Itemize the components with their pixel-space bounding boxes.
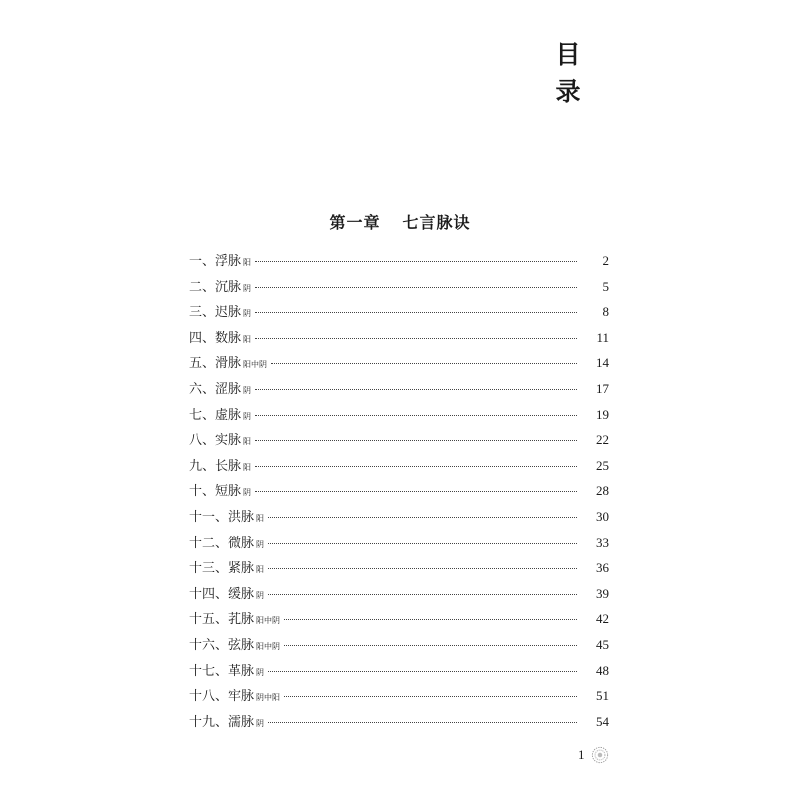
toc-entry-page-number: 11 bbox=[596, 329, 609, 345]
toc-entry[interactable] bbox=[189, 532, 609, 558]
toc-entry-number: 七、 bbox=[189, 407, 216, 423]
toc-entry-yinyang-note: 阴中阳 bbox=[256, 693, 281, 703]
toc-entry-title: 浮脉 bbox=[215, 254, 242, 269]
toc-entry-yinyang-note: 阳中阴 bbox=[243, 360, 268, 370]
toc-entry[interactable] bbox=[189, 711, 609, 737]
title-char-2: 录 bbox=[555, 77, 581, 106]
toc-entry[interactable] bbox=[189, 583, 609, 609]
toc-entry-title: 芤脉 bbox=[228, 612, 255, 628]
toc-entry-title: 濡脉 bbox=[228, 714, 255, 730]
toc-entry[interactable] bbox=[189, 634, 609, 660]
toc-dot-leader bbox=[255, 415, 577, 416]
toc-entry[interactable] bbox=[189, 301, 609, 327]
toc-entry-yinyang-note: 阴 bbox=[256, 539, 265, 549]
toc-entry-page-number: 17 bbox=[596, 380, 609, 396]
toc-entry[interactable] bbox=[189, 480, 609, 506]
toc-entry-title: 滑脉 bbox=[215, 356, 242, 372]
toc-entry-title: 紧脉 bbox=[228, 561, 255, 577]
toc-entry-yinyang-note: 阴 bbox=[243, 309, 252, 319]
toc-entry-yinyang-note: 阳 bbox=[243, 258, 252, 267]
toc-entry-title: 数脉 bbox=[215, 330, 242, 346]
title-char-1: 目 bbox=[555, 40, 581, 69]
toc-dot-leader bbox=[255, 491, 577, 492]
toc-entry-title: 迟脉 bbox=[215, 305, 242, 321]
toc-entry-title: 短脉 bbox=[215, 484, 242, 500]
toc-entry-yinyang-note: 阴 bbox=[256, 590, 265, 600]
toc-entry-number: 十七、 bbox=[189, 663, 229, 679]
toc-dot-leader bbox=[255, 312, 577, 313]
toc-entry-yinyang-note: 阳 bbox=[256, 513, 265, 523]
toc-dot-leader bbox=[255, 389, 577, 390]
toc-entry[interactable] bbox=[189, 455, 609, 481]
toc-dot-leader bbox=[284, 645, 577, 646]
toc-entry-page-number: 8 bbox=[602, 304, 609, 320]
toc-dot-leader bbox=[255, 440, 577, 441]
toc-entry[interactable] bbox=[189, 378, 609, 404]
toc-entry-page-number: 25 bbox=[596, 457, 609, 473]
toc-entry-page-number: 5 bbox=[602, 278, 609, 294]
toc-entry[interactable] bbox=[189, 608, 609, 634]
toc-dot-leader bbox=[268, 671, 577, 672]
toc-entry-page-number: 39 bbox=[596, 585, 609, 601]
toc-dot-leader bbox=[255, 466, 577, 467]
page-title bbox=[553, 36, 583, 110]
toc-entry[interactable] bbox=[189, 352, 609, 378]
toc-entry-page-number: 54 bbox=[596, 713, 609, 729]
toc-entry-number: 十八、 bbox=[189, 689, 229, 705]
toc-entry-page-number: 2 bbox=[602, 253, 609, 268]
toc-dot-leader bbox=[268, 594, 577, 595]
toc-entry-title: 洪脉 bbox=[228, 509, 255, 525]
toc-dot-leader bbox=[255, 287, 577, 288]
toc-dot-leader bbox=[268, 543, 577, 544]
toc-entry[interactable] bbox=[189, 404, 609, 430]
toc-entry[interactable] bbox=[189, 327, 609, 353]
toc-entry-page-number: 28 bbox=[596, 483, 609, 499]
toc-dot-leader bbox=[255, 338, 577, 339]
toc-entry[interactable] bbox=[189, 506, 609, 532]
chapter-heading bbox=[200, 210, 600, 233]
toc-entry-yinyang-note: 阳 bbox=[243, 462, 252, 472]
toc-entry[interactable] bbox=[189, 660, 609, 686]
toc-dot-leader bbox=[284, 619, 577, 620]
toc-entry-page-number: 51 bbox=[596, 688, 609, 704]
page-footer bbox=[578, 746, 609, 764]
toc-entry-number: 六、 bbox=[189, 381, 216, 397]
toc-entry-title: 涩脉 bbox=[215, 381, 242, 397]
toc-entry-title: 牢脉 bbox=[228, 689, 255, 705]
toc-entry-title: 缓脉 bbox=[228, 586, 255, 602]
toc-entry-number: 十三、 bbox=[189, 561, 229, 577]
toc-entry-page-number: 22 bbox=[596, 432, 609, 448]
toc-dot-leader bbox=[268, 568, 577, 569]
toc-entry[interactable] bbox=[189, 685, 609, 711]
toc-entry-number: 九、 bbox=[189, 458, 216, 474]
toc-entry-title: 微脉 bbox=[228, 535, 255, 551]
toc-entry-number: 一、 bbox=[189, 254, 216, 269]
toc-entry-number: 四、 bbox=[189, 330, 216, 346]
toc-entry-page-number: 19 bbox=[596, 406, 609, 422]
toc-entry-yinyang-note: 阴 bbox=[243, 411, 252, 421]
toc-entry-title: 沉脉 bbox=[215, 279, 242, 295]
toc-entry-number: 十、 bbox=[189, 484, 216, 500]
toc-entry-number: 三、 bbox=[189, 305, 216, 321]
toc-entry-page-number: 45 bbox=[596, 636, 609, 652]
toc-entry-yinyang-note: 阳中阴 bbox=[256, 641, 281, 651]
toc-entry-number: 十二、 bbox=[189, 535, 229, 551]
toc-entry-page-number: 14 bbox=[596, 355, 609, 371]
toc-entry-number: 十四、 bbox=[189, 586, 229, 602]
ornament-rosette-icon bbox=[591, 746, 609, 764]
toc-entry[interactable] bbox=[189, 250, 609, 276]
toc-entry-yinyang-note: 阴 bbox=[256, 718, 265, 728]
toc-entry-yinyang-note: 阳 bbox=[243, 334, 252, 344]
table-of-contents bbox=[189, 250, 609, 736]
toc-entry-page-number: 33 bbox=[596, 534, 609, 550]
toc-dot-leader bbox=[268, 722, 577, 723]
toc-entry-number: 五、 bbox=[189, 356, 216, 372]
toc-dot-leader bbox=[284, 696, 577, 697]
toc-entry[interactable] bbox=[189, 429, 609, 455]
toc-entry-page-number: 42 bbox=[596, 611, 609, 627]
toc-entry-number: 十一、 bbox=[189, 509, 229, 525]
toc-entry-title: 革脉 bbox=[228, 663, 255, 679]
chapter-name: 七言脉诀 bbox=[402, 213, 471, 232]
toc-entry-page-number: 48 bbox=[596, 662, 609, 678]
toc-dot-leader bbox=[268, 517, 577, 518]
toc-entry[interactable] bbox=[189, 276, 609, 302]
toc-entry-title: 虚脉 bbox=[215, 407, 242, 423]
toc-entry-page-number: 36 bbox=[596, 560, 609, 576]
toc-entry-yinyang-note: 阴 bbox=[243, 385, 252, 395]
toc-entry-yinyang-note: 阳 bbox=[243, 437, 252, 447]
toc-entry-number: 十五、 bbox=[189, 612, 229, 628]
toc-entry-yinyang-note: 阳 bbox=[256, 565, 265, 575]
toc-entry-number: 十六、 bbox=[189, 637, 229, 653]
page-number: 1 bbox=[578, 747, 585, 762]
toc-entry-title: 弦脉 bbox=[228, 637, 255, 653]
toc-entry-page-number: 30 bbox=[596, 508, 609, 524]
toc-dot-leader bbox=[255, 261, 577, 262]
toc-entry-title: 长脉 bbox=[215, 458, 242, 474]
toc-entry-yinyang-note: 阴 bbox=[256, 667, 265, 677]
toc-entry-title: 实脉 bbox=[215, 433, 242, 449]
toc-dot-leader bbox=[271, 363, 577, 364]
chapter-number: 第一章 bbox=[329, 213, 381, 232]
toc-entry[interactable] bbox=[189, 557, 609, 583]
toc-entry-yinyang-note: 阴 bbox=[243, 283, 252, 293]
toc-entry-yinyang-note: 阴 bbox=[243, 488, 252, 498]
toc-entry-number: 八、 bbox=[189, 433, 216, 449]
toc-entry-number: 十九、 bbox=[189, 714, 229, 730]
toc-entry-yinyang-note: 阳中阴 bbox=[256, 616, 281, 626]
toc-entry-number: 二、 bbox=[189, 279, 216, 295]
